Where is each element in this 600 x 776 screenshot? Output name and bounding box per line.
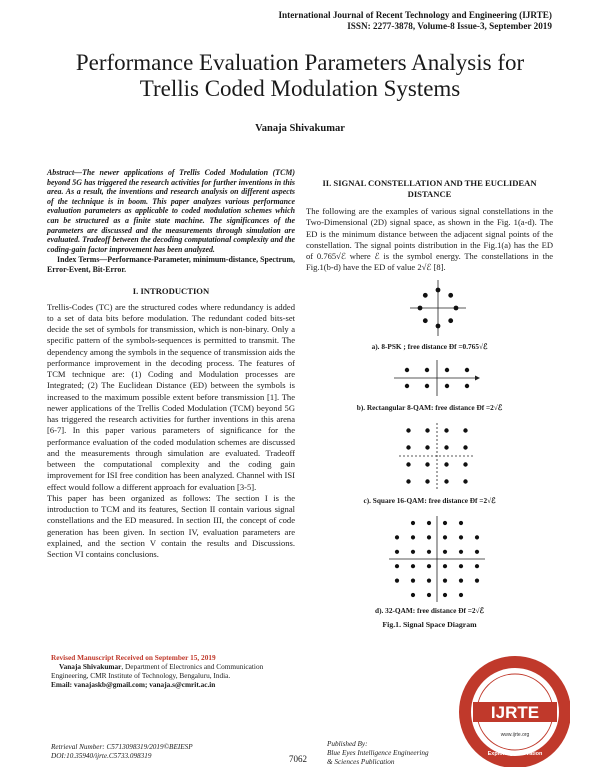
section-2-heading-line-2: DISTANCE — [407, 189, 452, 199]
constellation-point — [475, 578, 479, 582]
journal-header — [278, 10, 552, 32]
caption-32qam: d). 32-QAM: free distance Đf =2√ℰ — [375, 605, 484, 615]
constellation-point — [444, 462, 448, 466]
constellation-point — [411, 564, 415, 568]
svg-text:Exploring Innovation: Exploring Innovation — [487, 751, 543, 757]
footer-retrieval — [51, 743, 193, 761]
constellation-point — [411, 520, 415, 524]
author-affiliation — [51, 663, 301, 681]
constellation-point — [411, 549, 415, 553]
svg-text:www.ijrte.org: www.ijrte.org — [500, 732, 530, 738]
constellation-point — [406, 445, 410, 449]
constellation-point — [443, 564, 447, 568]
constellation-16qam — [397, 421, 477, 491]
constellation-point — [444, 445, 448, 449]
constellation-point — [406, 462, 410, 466]
section-2-heading — [306, 178, 553, 200]
figure-1-caption: Fig.1. Signal Space Diagram — [382, 619, 477, 629]
constellation-point — [395, 535, 399, 539]
title-line-2: Trellis Coded Modulation Systems — [139, 76, 461, 101]
constellation-8psk — [408, 278, 468, 338]
constellation-32qam — [387, 514, 487, 604]
affiliation-text: , Department of Electronics and Communication Engineering, CMR Institute of Technology, Bengaluru, India. — [51, 661, 264, 680]
constellation-point — [395, 549, 399, 553]
intro-paragraph-2: This paper has been organized as follows: The section I is the introduction to TCM and its features, Section II contain various signal constellations and the ED measured. In section III, the concept of code generation has been given. In section IV, evaluation parameters are explained, and the section V contain the results and Discussions. Section VI contains conclusions. — [47, 492, 295, 560]
constellation-point — [443, 535, 447, 539]
journal-name: International Journal of Recent Technology and Engineering (IJRTE) — [278, 10, 552, 20]
constellation-point — [459, 549, 463, 553]
received-note — [51, 654, 301, 690]
constellation-point — [443, 549, 447, 553]
constellation-point — [463, 479, 467, 483]
paper-title — [40, 50, 560, 102]
constellation-point — [459, 535, 463, 539]
constellation-point — [425, 462, 429, 466]
constellation-point — [463, 428, 467, 432]
section-2-text-b: where ℰ is the symbol energy. The constellations in the Fig.1(b-d) have the ED of value 2√ℰ [8]. — [306, 251, 554, 273]
constellation-point — [475, 564, 479, 568]
constellation-point — [459, 564, 463, 568]
constellation-point — [395, 564, 399, 568]
footer-publisher — [327, 740, 429, 767]
section-2-text-a: The following are the examples of various signal constellations in the Two-Dimensional (2D) signal space, as shown in the Fig. 1(a-d). The ED is the minimum distance between the adjacent signal points of the constellation. The signal points distribution in the Fig.1(a) has the ED of — [306, 206, 553, 261]
ijrte-logo — [455, 652, 570, 767]
constellation-point — [443, 578, 447, 582]
constellation-point — [427, 520, 431, 524]
constellation-point — [459, 578, 463, 582]
publisher-name: Blue Eyes Intelligence Engineering — [327, 749, 429, 757]
journal-issn: ISSN: 2277-3878, Volume-8 Issue-3, September 2019 — [347, 21, 552, 31]
constellation-point — [411, 578, 415, 582]
constellation-point — [427, 549, 431, 553]
constellation-point — [459, 520, 463, 524]
constellation-point — [427, 592, 431, 596]
section-2-heading-line-1: II. SIGNAL CONSTELLATION AND THE EUCLIDEAN — [322, 178, 537, 188]
title-line-1: Performance Evaluation Parameters Analysis for — [75, 50, 525, 75]
caption-8psk: a). 8-PSK ; free distance Đf =0.765√ℰ — [371, 341, 488, 351]
constellation-point — [475, 535, 479, 539]
constellation-point — [443, 592, 447, 596]
publisher-label: Published By: — [327, 740, 368, 748]
figure-1 — [306, 278, 553, 615]
abstract: Abstract—The newer applications of Trellis Coded Modulation (TCM) beyond 5G has triggered the research activities for further inventions in this area. As a result, the inventions and research analysis on different aspects of the technique is in boom. This paper analyzes various performance evaluation parameters as applicable to coded modulation schemes which can be structured as a finite state machine. The significances of the parameters are discussed and the measurements through simulation are evaluated. Tradeoff between the decoding computational complexity and the coding-gain factor improvement has been analyzed. — [47, 168, 295, 254]
author-email: Email: vanajaskb@gmail.com; vanaja.s@cmrit.ac.in — [51, 679, 216, 689]
constellation-point — [406, 428, 410, 432]
constellation-point — [463, 462, 467, 466]
intro-paragraph-1: Trellis-Codes (TC) are the structured codes where redundancy is added to a set of data bits before modulation. The redundant coded bits-set decide the set of symbols for transmission, which is non-binary. Only a specific pattern of the symbols-sequences is permitted to transmit. The dependency among the symbols in the sequence of transmission aids the performance improvement in the decoding process. The features of TCM technique are: (1) Coding and Modulation processes are Integrated; (2) The Euclidean Distance (ED) between the symbols is increased to the maximum possible extent before transmission [1]. The newer applications of the Trellis Coded Modulation (TCM) beyond 5G has triggered the research activities for further inventions in this arena [6-7]. In this paper various parameters of significance for the performance evaluation of the coded modulation schemes are discussed and the measurements through simulation are evaluated. Tradeoff between the computational complexity and the coding gain improvement for ISI free condition has been analyzed. Channel with ISI effect would follow a different approach for evaluation [3-5]. — [47, 301, 295, 492]
constellation-point — [411, 535, 415, 539]
svg-text:IJRTE: IJRTE — [490, 703, 540, 722]
received-date: Revised Manuscript Received on September 15, 2019 — [51, 653, 216, 662]
constellation-point — [425, 479, 429, 483]
constellation-rect-8qam — [392, 358, 482, 398]
index-terms: Index Terms—Performance-Parameter, minimum-distance, Spectrum, Error-Event, Bit-Error. — [47, 255, 295, 274]
left-column — [47, 168, 295, 560]
constellation-point — [443, 520, 447, 524]
constellation-point — [475, 549, 479, 553]
section-1-heading: I. INTRODUCTION — [132, 285, 210, 296]
page-number: 7062 — [289, 754, 307, 764]
section-2-paragraph — [306, 206, 553, 274]
constellation-point — [406, 479, 410, 483]
constellation-point — [444, 479, 448, 483]
caption-16qam: c). Square 16-QAM: free distance Đf =2√ℰ — [363, 495, 496, 505]
constellation-point — [427, 535, 431, 539]
constellation-point — [425, 445, 429, 449]
affiliation-author: Vanaja Shivakumar — [59, 661, 122, 671]
constellation-point — [427, 564, 431, 568]
constellation-point — [425, 428, 429, 432]
right-column — [306, 178, 553, 629]
constellation-point — [395, 578, 399, 582]
constellation-point — [427, 578, 431, 582]
caption-rect-8qam: b). Rectangular 8-QAM: free distance Đf =2√ℰ — [356, 402, 503, 412]
constellation-point — [444, 428, 448, 432]
doi: DOI:10.35940/ijrte.C5733.098319 — [51, 752, 152, 760]
paper-author: Vanaja Shivakumar — [255, 123, 345, 134]
retrieval-number: Retrieval Number: C5713098319/2019©BEIESP — [51, 743, 193, 751]
constellation-point — [463, 445, 467, 449]
publisher-name-2: & Sciences Publication — [327, 758, 395, 766]
ed-value: 0.765√ℰ — [316, 251, 347, 261]
constellation-point — [411, 592, 415, 596]
constellation-point — [459, 592, 463, 596]
